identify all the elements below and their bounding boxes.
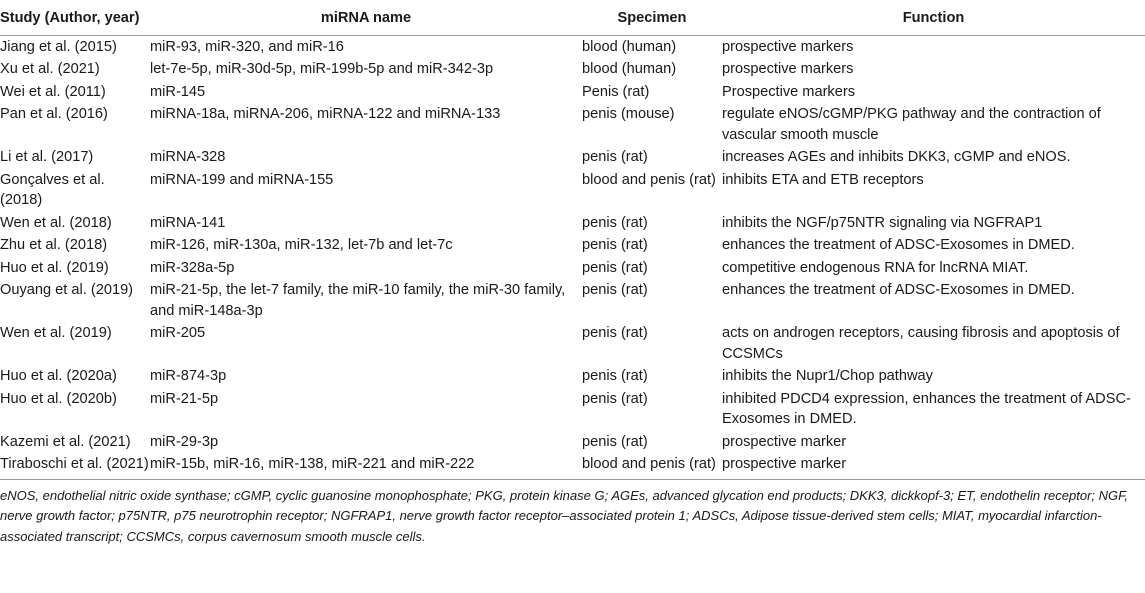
cell-study: Li et al. (2017) — [0, 149, 94, 165]
cell-specimen: penis (rat) — [582, 390, 648, 407]
cell-mirna: miRNA-18a, miRNA-206, miRNA-122 and miRNA-133 — [150, 106, 501, 122]
cell-specimen: penis (rat) — [582, 237, 648, 253]
cell-function: regulate eNOS/cGMP/PKG pathway and the contraction of vascular smooth muscle — [722, 106, 1101, 143]
table-row — [0, 146, 1145, 169]
cell-function: inhibits the NGF/p75NTR signaling via NGFRAP1 — [722, 214, 1043, 231]
cell-mirna: miR-874-3p — [150, 368, 227, 384]
cell-specimen: penis (rat) — [582, 282, 648, 298]
cell-mirna: miR-15b, miR-16, miR-138, miR-221 and miR-222 — [150, 453, 582, 479]
cell-mirna: miR-145 — [150, 83, 206, 100]
cell-function: Prospective markers — [722, 83, 856, 100]
cell-study: Gonçalves et al. (2018) — [0, 171, 105, 208]
cell-study: Xu et al. (2021) — [0, 61, 100, 77]
cell-study: Zhu et al. (2018) — [0, 237, 108, 253]
table-row — [0, 322, 1145, 365]
table-row — [0, 388, 1145, 431]
table-row — [0, 35, 1145, 58]
cell-study: Ouyang et al. (2019) — [0, 282, 134, 298]
table-row — [0, 365, 1145, 388]
cell-study: Jiang et al. (2015) — [0, 38, 117, 55]
cell-function: enhances the treatment of ADSC-Exosomes in DMED. — [722, 237, 1075, 253]
cell-specimen: Penis (rat) — [582, 83, 650, 100]
cell-mirna: miR-328a-5p — [150, 259, 235, 276]
cell-function: increases AGEs and inhibits DKK3, cGMP and eNOS. — [722, 149, 1071, 165]
table-row — [0, 279, 1145, 322]
cell-function: prospective markers — [722, 61, 854, 77]
cell-mirna: miRNA-328 — [150, 149, 226, 165]
cell-specimen: blood and penis (rat) — [582, 171, 716, 188]
cell-specimen: penis (rat) — [582, 214, 648, 231]
table-row — [0, 103, 1145, 146]
cell-function: inhibited PDCD4 expression, enhances the treatment of ADSC-Exosomes in DMED. — [722, 390, 1131, 427]
cell-study: Wen et al. (2018) — [0, 214, 112, 231]
header-mirna: miRNA name — [150, 0, 582, 35]
cell-mirna: let-7e-5p, miR-30d-5p, miR-199b-5p and miR-342-3p — [150, 61, 494, 77]
cell-mirna: miR-21-5p, the let-7 family, the miR-10 family, the miR-30 family, and miR-148a-3p — [150, 282, 566, 319]
cell-study: Kazemi et al. (2021) — [0, 433, 131, 450]
cell-study: Tiraboschi et al. (2021) — [0, 453, 150, 479]
cell-specimen: blood (human) — [582, 38, 677, 55]
table-row — [0, 81, 1145, 104]
table-row — [0, 58, 1145, 81]
cell-function: prospective marker — [722, 433, 847, 450]
cell-study: Huo et al. (2020b) — [0, 390, 117, 407]
cell-mirna: miRNA-199 and miRNA-155 — [150, 171, 334, 188]
table-row — [0, 431, 1145, 454]
table-header — [0, 0, 1145, 35]
cell-mirna: miR-21-5p — [150, 390, 219, 407]
cell-mirna: miR-205 — [150, 325, 206, 341]
cell-specimen: blood (human) — [582, 61, 677, 77]
cell-specimen: penis (rat) — [582, 149, 648, 165]
header-study: Study (Author, year) — [0, 0, 150, 35]
cell-function: inhibits ETA and ETB receptors — [722, 171, 924, 188]
cell-specimen: penis (rat) — [582, 368, 648, 384]
cell-study: Wei et al. (2011) — [0, 83, 106, 100]
cell-function: prospective markers — [722, 38, 854, 55]
table-body — [0, 35, 1145, 479]
header-specimen: Specimen — [582, 0, 722, 35]
cell-function: enhances the treatment of ADSC-Exosomes in DMED. — [722, 282, 1075, 298]
table-row — [0, 234, 1145, 257]
cell-mirna: miR-126, miR-130a, miR-132, let-7b and let-7c — [150, 237, 453, 253]
table-row — [0, 169, 1145, 212]
cell-study: Huo et al. (2020a) — [0, 368, 117, 384]
cell-specimen: penis (rat) — [582, 259, 648, 276]
table-row — [0, 212, 1145, 235]
cell-function: prospective marker — [722, 453, 1145, 479]
header-function: Function — [722, 0, 1145, 35]
cell-function: acts on androgen receptors, causing fibrosis and apoptosis of CCSMCs — [722, 325, 1120, 362]
cell-study: Pan et al. (2016) — [0, 106, 108, 122]
cell-mirna: miR-93, miR-320, and miR-16 — [150, 38, 344, 55]
cell-mirna: miR-29-3p — [150, 433, 219, 450]
cell-specimen: penis (mouse) — [582, 106, 675, 122]
cell-study: Huo et al. (2019) — [0, 259, 109, 276]
table-footnote: eNOS, endothelial nitric oxide synthase; cGMP, cyclic guanosine monophosphate; PKG, protein kinase G; AGEs, advanced glycation end products; DKK3, dickkopf-3; ET, endothelin receptor; NGF, nerve growth factor; p75NTR, p75 neurotrophin receptor; NGFRAP1, nerve growth factor receptor–associated protein 1; ADSCs, Adipose tissue-derived stem cells; MIAT, myocardial infarction-associated transcript; CCSMCs, corpus cavernosum smooth muscle cells. — [0, 487, 1129, 544]
cell-study: Wen et al. (2019) — [0, 325, 112, 341]
cell-specimen: penis (rat) — [582, 433, 648, 450]
cell-mirna: miRNA-141 — [150, 214, 226, 231]
cell-function: competitive endogenous RNA for lncRNA MIAT. — [722, 259, 1029, 276]
cell-specimen: blood and penis (rat) — [582, 453, 722, 479]
cell-function: inhibits the Nupr1/Chop pathway — [722, 368, 933, 384]
table-row — [0, 257, 1145, 280]
table-row — [0, 453, 1145, 479]
cell-specimen: penis (rat) — [582, 325, 648, 341]
